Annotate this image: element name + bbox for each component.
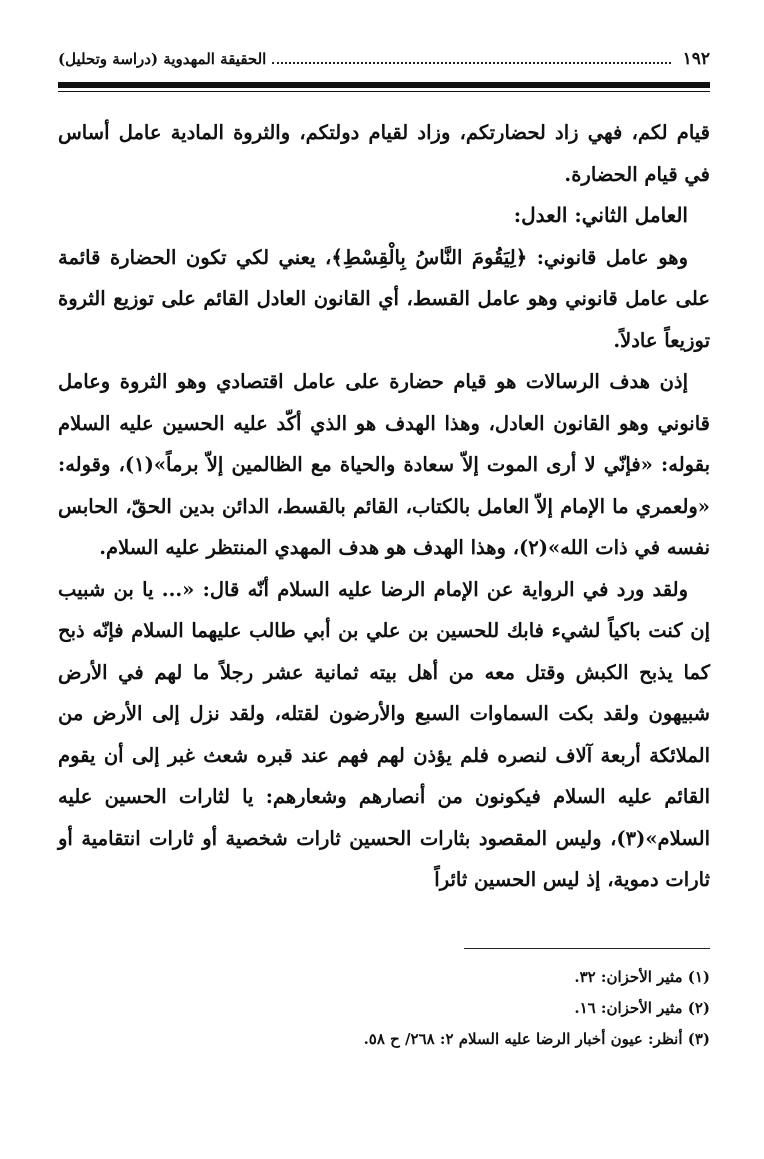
footnote-2: (٢) مثير الأحزان: ١٦. <box>574 999 710 1017</box>
footnote-separator <box>464 948 710 949</box>
footnotes <box>58 962 710 1055</box>
footnote-1: (١) مثير الأحزان: ٣٢. <box>574 968 710 986</box>
page-number: ١٩٢ <box>682 49 710 69</box>
page-header <box>58 44 710 74</box>
header-thin-rule <box>58 91 710 92</box>
section-heading: العامل الثاني: العدل: <box>513 203 688 227</box>
body-text <box>58 112 710 901</box>
header-leader-dots <box>272 62 670 64</box>
running-title: الحقيقة المهدوية (دراسة وتحليل) <box>58 50 267 68</box>
paragraph-1: قيام لكم، فهي زاد لحضارتكم، وزاد لقيام دولتكم، والثروة المادية عامل أساس في قيام الحضارة. <box>58 121 710 186</box>
paragraph-2: وهو عامل قانوني: ﴿لِيَقُومَ النَّاسُ بِالْقِسْطِ﴾، يعني لكي تكون الحضارة قائمة على عامل قانوني وهو عامل القسط، أي القانون العادل القائم على توزيع الثروة توزيعاً عادلاً. <box>58 245 710 352</box>
paragraph-3: إذن هدف الرسالات هو قيام حضارة على عامل اقتصادي وهو الثروة وعامل قانوني وهو القانون العادل، وهذا الهدف هو الذي أكّد عليه الحسين عليه السلام بقوله: «فإنّي لا أرى الموت إلاّ سعادة والحياة مع الظالمين إلاّ برماً»(١)، وقوله: «ولعمري ما الإمام إلاّ العامل بالكتاب، القائم بالقسط، الدائن بدين الحقّ، الحابس نفسه في ذات الله»(٢)، وهذا الهدف هو هدف المهدي المنتظر عليه السلام. <box>58 370 711 559</box>
paragraph-4: ولقد ورد في الرواية عن الإمام الرضا عليه السلام أنّه قال: «... يا بن شبيب إن كنت باكياً لشيء فابك للحسين بن علي بن أبي طالب عليهما السلام فإنّه ذبح كما يذبح الكبش وقتل معه من أهل بيته ثمانية عشر رجلاً ما لهم في الأرض شبيهون ولقد بكت السماوات السبع والأرضون لقتله، ولقد نزل إلى الأرض من الملائكة أربعة آلاف لنصره فلم يؤذن لهم فهم عند قبره شعث غبر إلى أن يقوم القائم عليه السلام فيكونون من أنصارهم وشعارهم: يا لثارات الحسين عليه السلام»(٣)، وليس المقصود بثارات الحسين ثارات شخصية أو ثارات انتقامية أو ثارات دموية، إذ ليس الحسين ثائراً <box>58 577 710 891</box>
header-thick-rule <box>58 82 710 88</box>
footnote-3: (٣) أنظر: عيون أخبار الرضا عليه السلام ٢: ٢٦٨/ ح ٥٨. <box>363 1030 710 1048</box>
